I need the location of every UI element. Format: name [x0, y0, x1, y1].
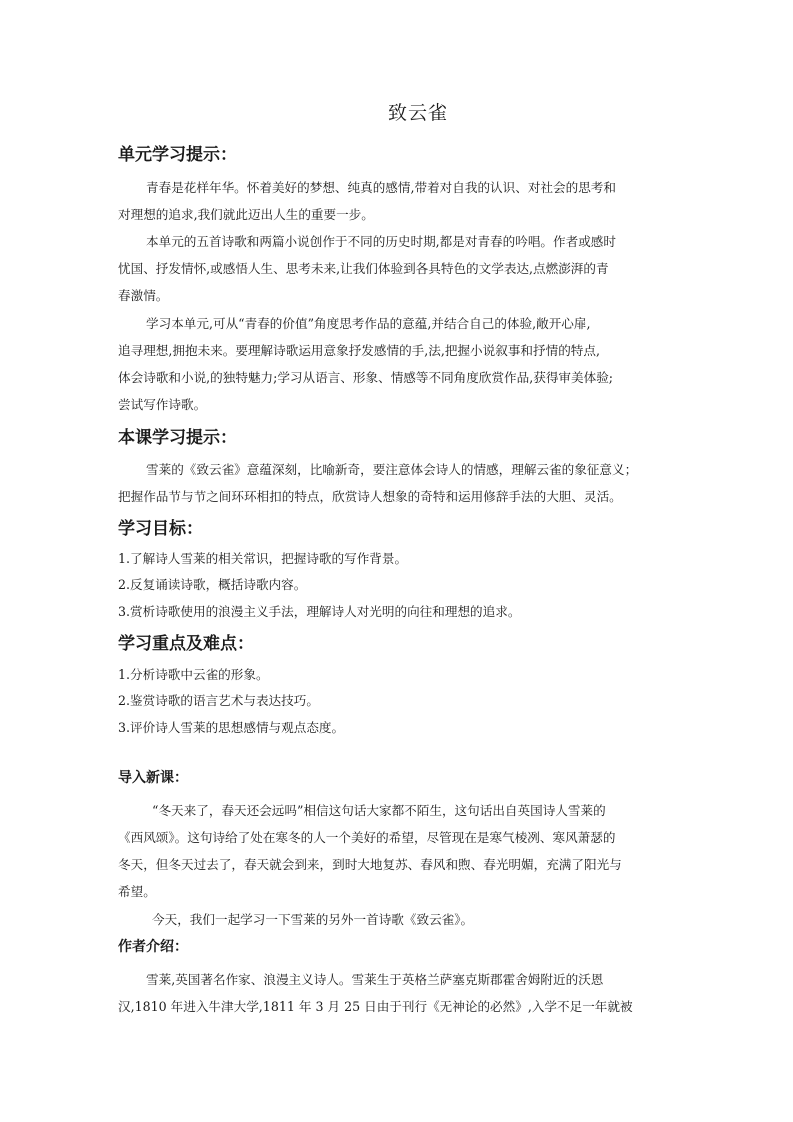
goal-item: 1.了解诗人雪莱的相关常识，把握诗歌的写作背景。 — [118, 551, 408, 566]
author-heading: 作者介绍： — [118, 939, 188, 955]
unit-tips-line: 本单元的五首诗歌和两篇小说创作于不同的历史时期,都是对青春的吟唱。作者或感时 — [146, 234, 616, 249]
lesson-tips-heading: 本课学习提示： — [118, 428, 237, 448]
author-line: 雪莱,英国著名作家、浪漫主义诗人。雪莱生于英格兰萨塞克斯郡霍舍姆附近的沃恩 — [146, 972, 604, 987]
intro-line: 冬天，但冬天过去了，春天就会到来，到时大地复苏、春风和煦、春光明媚，充满了阳光与 — [118, 857, 622, 872]
key-points-heading: 学习重点及难点： — [118, 634, 254, 654]
intro-line: 希望。 — [118, 884, 156, 899]
unit-tips-line: 忧国、抒发情怀,或感悟人生、思考未来,让我们体验到各具特色的文学表达,点燃澎湃的青 — [118, 261, 609, 276]
unit-tips-line: 尝试写作诗歌。 — [118, 397, 207, 412]
key-point-item: 1.分析诗歌中云雀的形象。 — [118, 667, 269, 682]
intro-line: “冬天来了，春天还会远吗”相信这句话大家都不陌生，这句话出自英国诗人雪莱的 — [152, 803, 606, 818]
lesson-tips-line: 雪莱的《致云雀》意蕴深刻，比喻新奇，要注意体会诗人的情感，理解云雀的象征意义； — [146, 462, 638, 477]
intro-line: 今天，我们一起学习一下雪莱的另外一首诗歌《致云雀》。 — [152, 912, 474, 927]
unit-tips-line: 春激情。 — [118, 288, 169, 303]
intro-line: 《西风颂》。这句诗给了处在寒冬的人一个美好的希望，尽管现在是寒气棱冽、寒风萧瑟的 — [118, 830, 616, 845]
key-point-item: 2.鉴赏诗歌的语言艺术与表达技巧。 — [118, 693, 319, 708]
unit-tips-line: 追寻理想,拥抱未来。要理解诗歌运用意象抒发感情的手,法,把握小说叙事和抒情的特点, — [118, 343, 600, 358]
author-line: 汉,1810 年进入牛津大学,1811 年 3 月 25 日由于刊行《无神论的必然》,入学不足一年就被 — [118, 999, 633, 1014]
unit-tips-line: 对理想的追求,我们就此迈出人生的重要一步。 — [118, 207, 374, 222]
intro-heading: 导入新课： — [118, 770, 188, 786]
page-title: 致云雀 — [387, 102, 448, 124]
key-point-item: 3.评价诗人雪莱的思想感情与观点态度。 — [118, 720, 345, 735]
unit-tips-line: 体会诗歌和小说,的独特魅力;学习从语言、形象、情感等不同角度欣赏作品,获得审美体验; — [118, 370, 614, 385]
goals-heading: 学习目标： — [118, 519, 203, 539]
unit-tips-line: 青春是花样年华。怀着美好的梦想、纯真的感情,带着对自我的认识、对社会的思考和 — [146, 180, 616, 195]
goal-item: 2.反复诵读诗歌，概括诗歌内容。 — [118, 577, 307, 592]
unit-tips-heading: 单元学习提示： — [118, 145, 237, 165]
goal-item: 3.赏析诗歌使用的浪漫主义手法，理解诗人对光明的向往和理想的追求。 — [118, 604, 521, 619]
unit-tips-line: 学习本单元,可从“青春的价值”角度思考作品的意蕴,并结合自己的体验,敞开心扉, — [146, 316, 591, 331]
lesson-tips-line: 把握作品节与节之间环环相扣的特点，欣赏诗人想象的奇特和运用修辞手法的大胆、灵活。 — [118, 489, 622, 504]
